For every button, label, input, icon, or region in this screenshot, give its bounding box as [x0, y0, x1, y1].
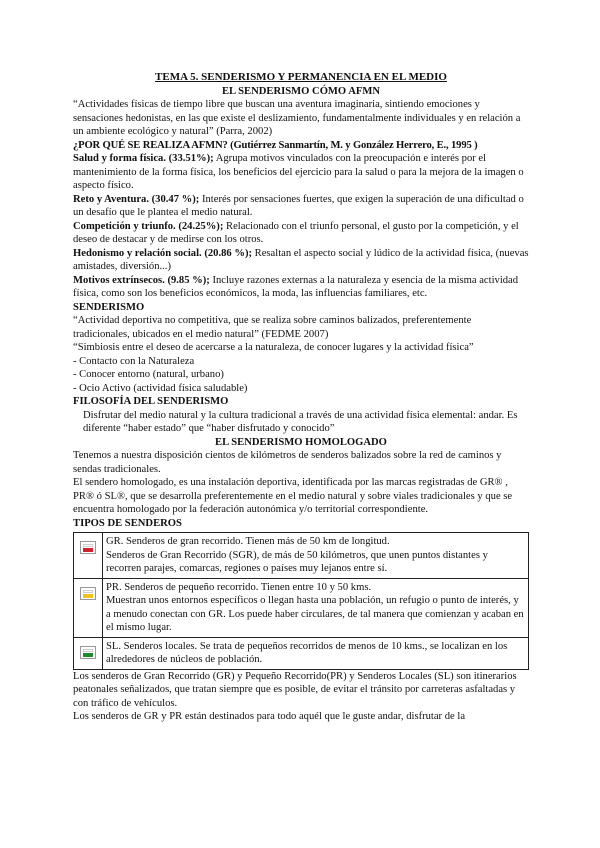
reason-text: Interés por sensaciones fuertes, que exigen la superación de una dificultad o un desafío que le plantea el medio natural.	[73, 193, 524, 218]
afmn-heading: EL SENDERISMO CÓMO AFMN	[221, 85, 381, 97]
reason-hedonism	[73, 247, 529, 274]
icon-cell	[74, 578, 103, 637]
type-line: SL. Senderos locales. Se trata de pequeños recorridos de menos de 10 kms., se localizan en los alrededores de núcleos de población.	[106, 640, 508, 665]
table-row	[74, 533, 529, 579]
type-line: PR. Senderos de pequeño recorrido. Tienen entre 10 y 50 kms.	[106, 581, 372, 593]
homologado-paragraph-2: El sendero homologado, es una instalación deportiva, identificada por las marcas registradas de GR® , PR® ó SL®, que se desarrolla preferentemente en el medio natural y sobre viales tradicionales y que se encuentra homologado por la federación autonómica y/o territorial correspondiente.	[73, 477, 513, 515]
reason-label: Hedonismo y relación social. (20.86 %);	[73, 247, 253, 259]
list-item: - Conocer entorno (natural, urbano)	[73, 369, 224, 380]
reason-text: Relacionado con el triunfo personal, el gusto por la competición, y el deseo de destacar y de medirse con los otros.	[73, 220, 519, 245]
why-heading: ¿POR QUÉ SE REALIZA AFMN? (Gutiérrez Sanmartín, M. y González Herrero, E., 1995 )	[73, 139, 478, 151]
type-line: GR. Senderos de gran recorrido. Tienen más de 50 km de longitud.	[106, 536, 390, 547]
description-cell	[103, 637, 529, 669]
senderismo-quote: “Actividad deportiva no competitiva, que se realiza sobre caminos balizados, preferentemente tradicionales, ubicados en el medio natural” (FEDME 2007)	[73, 315, 472, 340]
senderismo-symbiosis: “Simbiosis entre el deseo de acercarse a la naturaleza, de conocer lugares y la actividad física”	[73, 342, 474, 353]
filosofia-heading: FILOSOFÍA DEL SENDERISMO	[73, 396, 229, 407]
description-cell	[103, 578, 529, 637]
afmn-quote: “Actividades físicas de tiempo libre que buscan una aventura imaginaria, sintiendo emociones y sensaciones hedonistas, en las que existe el deslizamiento, fundamentalmente individuales y en relación a un ambiente ecológico y natural” (Parra, 2002)	[73, 99, 521, 137]
page-title: TEMA 5. SENDERISMO Y PERMANENCIA EN EL MEDIO	[155, 71, 447, 83]
closing-paragraph-2: Los senderos de GR y PR están destinados para todo aquél que le guste andar, disfrutar de la	[73, 711, 466, 722]
list-item: - Ocio Activo (actividad física saludable)	[73, 382, 248, 394]
type-line: Muestran unos entornos específicos o llegan hasta una población, un refugio o punto de interés, y a menudo conectan con GR. Los puede haber circulares, de tal manera que comienzan y acaban en el mismo lugar.	[106, 595, 524, 633]
list-item: - Contacto con la Naturaleza	[73, 355, 195, 367]
closing-paragraph-1: Los senderos de Gran Recorrido (GR) y Pequeño Recorrido(PR) y Senderos Locales (SL) son itinerarios peatonales señalizados, que tratan siempre que es posible, de evitar el tránsito por carreteras asfaltadas y con tráfico de vehículos.	[73, 670, 517, 709]
reason-label: Reto y Aventura. (30.47 %);	[73, 193, 200, 205]
table-row	[74, 578, 529, 637]
tipos-heading: TIPOS DE SENDEROS	[73, 517, 182, 529]
reason-label: Motivos extrínsecos. (9.85 %);	[73, 274, 210, 286]
sl-waymark-icon	[80, 646, 96, 659]
icon-cell	[74, 637, 103, 669]
reason-label: Salud y forma física. (33.51%);	[73, 153, 214, 164]
homologado-heading: EL SENDERISMO HOMOLOGADO	[215, 436, 387, 448]
reason-health	[73, 152, 529, 193]
gr-waymark-icon	[80, 541, 96, 554]
table-row	[74, 637, 529, 669]
document-body	[73, 71, 529, 724]
icon-cell	[74, 533, 103, 579]
filosofia-text: Disfrutar del medio natural y la cultura tradicional a través de una actividad física elemental: andar. Es diferente “haber estado” que “haber disfrutado y conocido”	[83, 409, 518, 434]
reason-label: Competición y triunfo. (24.25%);	[73, 220, 224, 232]
reason-text: Resaltan el aspecto social y lúdico de la actividad física, (nuevas amistades, diversión...)	[73, 247, 529, 272]
reason-text: Incluye razones externas a la naturaleza y esencia de la misma actividad física, como son los beneficios económicos, la moda, las influencias familiares, etc.	[73, 274, 519, 299]
homologado-paragraph-1: Tenemos a nuestra disposición cientos de kilómetros de senderos balizados sobre la red de caminos y sendas tradicionales.	[73, 450, 502, 475]
reason-competition	[73, 220, 529, 247]
type-line: Senderos de Gran Recorrido (SGR), de más de 50 kilómetros, que unen puntos distantes y recorren parajes, comarcas, regiones o países muy lejanos entre sí.	[106, 549, 488, 574]
senderismo-heading: SENDERISMO	[73, 301, 145, 313]
reason-extrinsic	[73, 274, 529, 301]
reason-challenge	[73, 193, 529, 220]
description-cell	[103, 533, 529, 579]
trail-types-table	[73, 532, 529, 670]
pr-waymark-icon	[80, 587, 96, 600]
reason-text: Agrupa motivos vinculados con la preocupación e interés por el mantenimiento de la forma física, los beneficios del ejercicio para la salud o para la mejora de la imagen o aspecto físico.	[73, 153, 524, 191]
